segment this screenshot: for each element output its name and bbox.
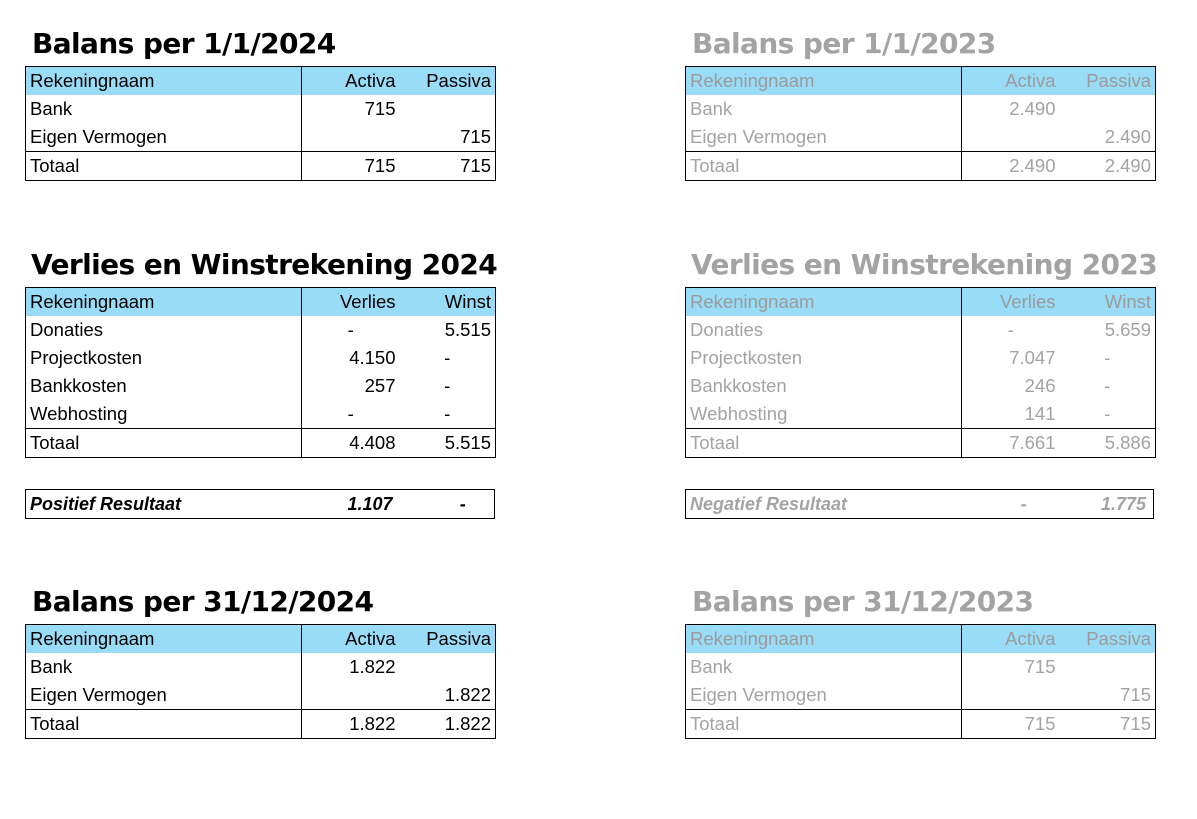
result-profit: 1.775 — [1100, 494, 1146, 514]
result-label: Positief Resultaat — [30, 494, 182, 514]
account-name: Webhosting — [686, 400, 962, 429]
account-name: Projectkosten — [686, 344, 962, 372]
debit-value: 715 — [364, 98, 396, 119]
account-name: Bankkosten — [26, 372, 302, 400]
debit-value — [962, 123, 1060, 152]
credit-value — [400, 95, 496, 123]
header-cell: Activa — [962, 67, 1060, 96]
loss-value: - — [347, 403, 354, 424]
table-row — [26, 653, 496, 681]
result-label: Negatief Resultaat — [690, 494, 848, 514]
table-header-row — [26, 288, 496, 317]
loss-value: 257 — [364, 375, 396, 396]
prev-pnl-title: Verlies en Winstrekening 2023 — [691, 248, 1158, 281]
profit-value: - — [444, 403, 451, 424]
table-row — [686, 653, 1156, 681]
balance-end-table — [25, 624, 496, 739]
header-cell: Activa — [962, 625, 1060, 654]
total-debit: 2.490 — [962, 152, 1060, 181]
total-credit: 715 — [400, 152, 496, 181]
credit-value: 715 — [1120, 684, 1151, 705]
result-loss: 1.107 — [347, 494, 393, 514]
total-row — [26, 710, 496, 739]
account-name: Donaties — [686, 316, 962, 344]
balance-end-title: Balans per 31/12/2024 — [32, 585, 374, 618]
header-cell: Rekeningnaam — [686, 288, 962, 317]
result-profit: - — [459, 494, 466, 514]
total-credit: 1.822 — [400, 710, 496, 739]
prev-balance-start-title: Balans per 1/1/2023 — [692, 27, 996, 60]
loss-value: - — [1007, 319, 1014, 340]
total-credit: 2.490 — [1060, 152, 1156, 181]
table-row — [26, 400, 496, 429]
balance-start-table — [25, 66, 496, 181]
credit-value: 2.490 — [1104, 126, 1151, 147]
header-cell: Rekeningnaam — [686, 625, 962, 654]
header-cell: Verlies — [962, 288, 1060, 317]
table-header-row — [686, 67, 1156, 96]
prev-balance-start-table — [685, 66, 1156, 181]
header-cell: Rekeningnaam — [26, 67, 302, 96]
pnl-table — [25, 287, 496, 458]
total-row — [26, 152, 496, 181]
total-row — [686, 429, 1156, 458]
header-cell: Activa — [302, 67, 400, 96]
profit-value: 5.659 — [1104, 319, 1151, 340]
total-loss: 4.408 — [302, 429, 400, 458]
credit-value — [1060, 653, 1156, 681]
header-cell: Rekeningnaam — [26, 625, 302, 654]
table-row — [686, 681, 1156, 710]
table-row — [26, 372, 496, 400]
account-name: Projectkosten — [26, 344, 302, 372]
header-cell: Winst — [1060, 288, 1156, 317]
account-name: Eigen Vermogen — [26, 123, 302, 152]
table-row — [26, 123, 496, 152]
account-name: Bank — [26, 653, 302, 681]
table-header-row — [26, 625, 496, 654]
table-header-row — [686, 625, 1156, 654]
total-label: Totaal — [26, 152, 302, 181]
table-row — [686, 316, 1156, 344]
header-cell: Winst — [400, 288, 496, 317]
table-row — [686, 400, 1156, 429]
total-row — [686, 152, 1156, 181]
loss-value: 4.150 — [349, 347, 396, 368]
profit-value: - — [1104, 375, 1111, 396]
total-label: Totaal — [686, 152, 962, 181]
header-cell: Passiva — [400, 625, 496, 654]
loss-value: 141 — [1024, 403, 1056, 424]
debit-value: 1.822 — [349, 656, 396, 677]
total-loss: 7.661 — [962, 429, 1060, 458]
loss-value: - — [347, 319, 354, 340]
header-cell: Passiva — [1060, 67, 1156, 96]
profit-value: 5.515 — [444, 319, 491, 340]
credit-value: 1.822 — [444, 684, 491, 705]
total-row — [686, 710, 1156, 739]
table-header-row — [26, 67, 496, 96]
total-debit: 1.822 — [302, 710, 400, 739]
table-header-row — [686, 288, 1156, 317]
table-row — [26, 681, 496, 710]
balance-start-title: Balans per 1/1/2024 — [32, 27, 336, 60]
account-name: Bankkosten — [686, 372, 962, 400]
credit-value: 715 — [460, 126, 491, 147]
total-credit: 715 — [1060, 710, 1156, 739]
account-name: Bank — [26, 95, 302, 123]
profit-value: - — [444, 347, 451, 368]
debit-value — [302, 681, 400, 710]
debit-value — [962, 681, 1060, 710]
total-label: Totaal — [26, 429, 302, 458]
prev-balance-end-table — [685, 624, 1156, 739]
loss-value: 7.047 — [1009, 347, 1056, 368]
total-label: Totaal — [686, 429, 962, 458]
account-name: Bank — [686, 95, 962, 123]
profit-value: - — [1104, 403, 1111, 424]
header-cell: Rekeningnaam — [686, 67, 962, 96]
table-row — [686, 372, 1156, 400]
table-row — [26, 344, 496, 372]
loss-value: 246 — [1024, 375, 1056, 396]
header-cell: Verlies — [302, 288, 400, 317]
prev-balance-end-title: Balans per 31/12/2023 — [692, 585, 1034, 618]
profit-value: - — [1104, 347, 1111, 368]
total-debit: 715 — [962, 710, 1060, 739]
credit-value — [1060, 95, 1156, 123]
prev-pnl-table — [685, 287, 1156, 458]
debit-value: 715 — [1024, 656, 1056, 677]
account-name: Webhosting — [26, 400, 302, 429]
account-name: Donaties — [26, 316, 302, 344]
total-label: Totaal — [26, 710, 302, 739]
account-name: Eigen Vermogen — [26, 681, 302, 710]
header-cell: Passiva — [400, 67, 496, 96]
account-name: Eigen Vermogen — [686, 123, 962, 152]
prev-result-row — [685, 489, 1154, 519]
table-row — [686, 95, 1156, 123]
total-profit: 5.886 — [1060, 429, 1156, 458]
total-row — [26, 429, 496, 458]
total-profit: 5.515 — [400, 429, 496, 458]
credit-value — [400, 653, 496, 681]
account-name: Bank — [686, 653, 962, 681]
header-cell: Activa — [302, 625, 400, 654]
table-row — [26, 95, 496, 123]
debit-value — [302, 123, 400, 152]
debit-value: 2.490 — [1009, 98, 1056, 119]
header-cell: Rekeningnaam — [26, 288, 302, 317]
table-row — [686, 123, 1156, 152]
table-row — [26, 316, 496, 344]
header-cell: Passiva — [1060, 625, 1156, 654]
total-debit: 715 — [302, 152, 400, 181]
profit-value: - — [444, 375, 451, 396]
result-loss: - — [1020, 494, 1027, 514]
result-row — [25, 489, 495, 519]
account-name: Eigen Vermogen — [686, 681, 962, 710]
table-row — [686, 344, 1156, 372]
total-label: Totaal — [686, 710, 962, 739]
pnl-title: Verlies en Winstrekening 2024 — [31, 248, 498, 281]
